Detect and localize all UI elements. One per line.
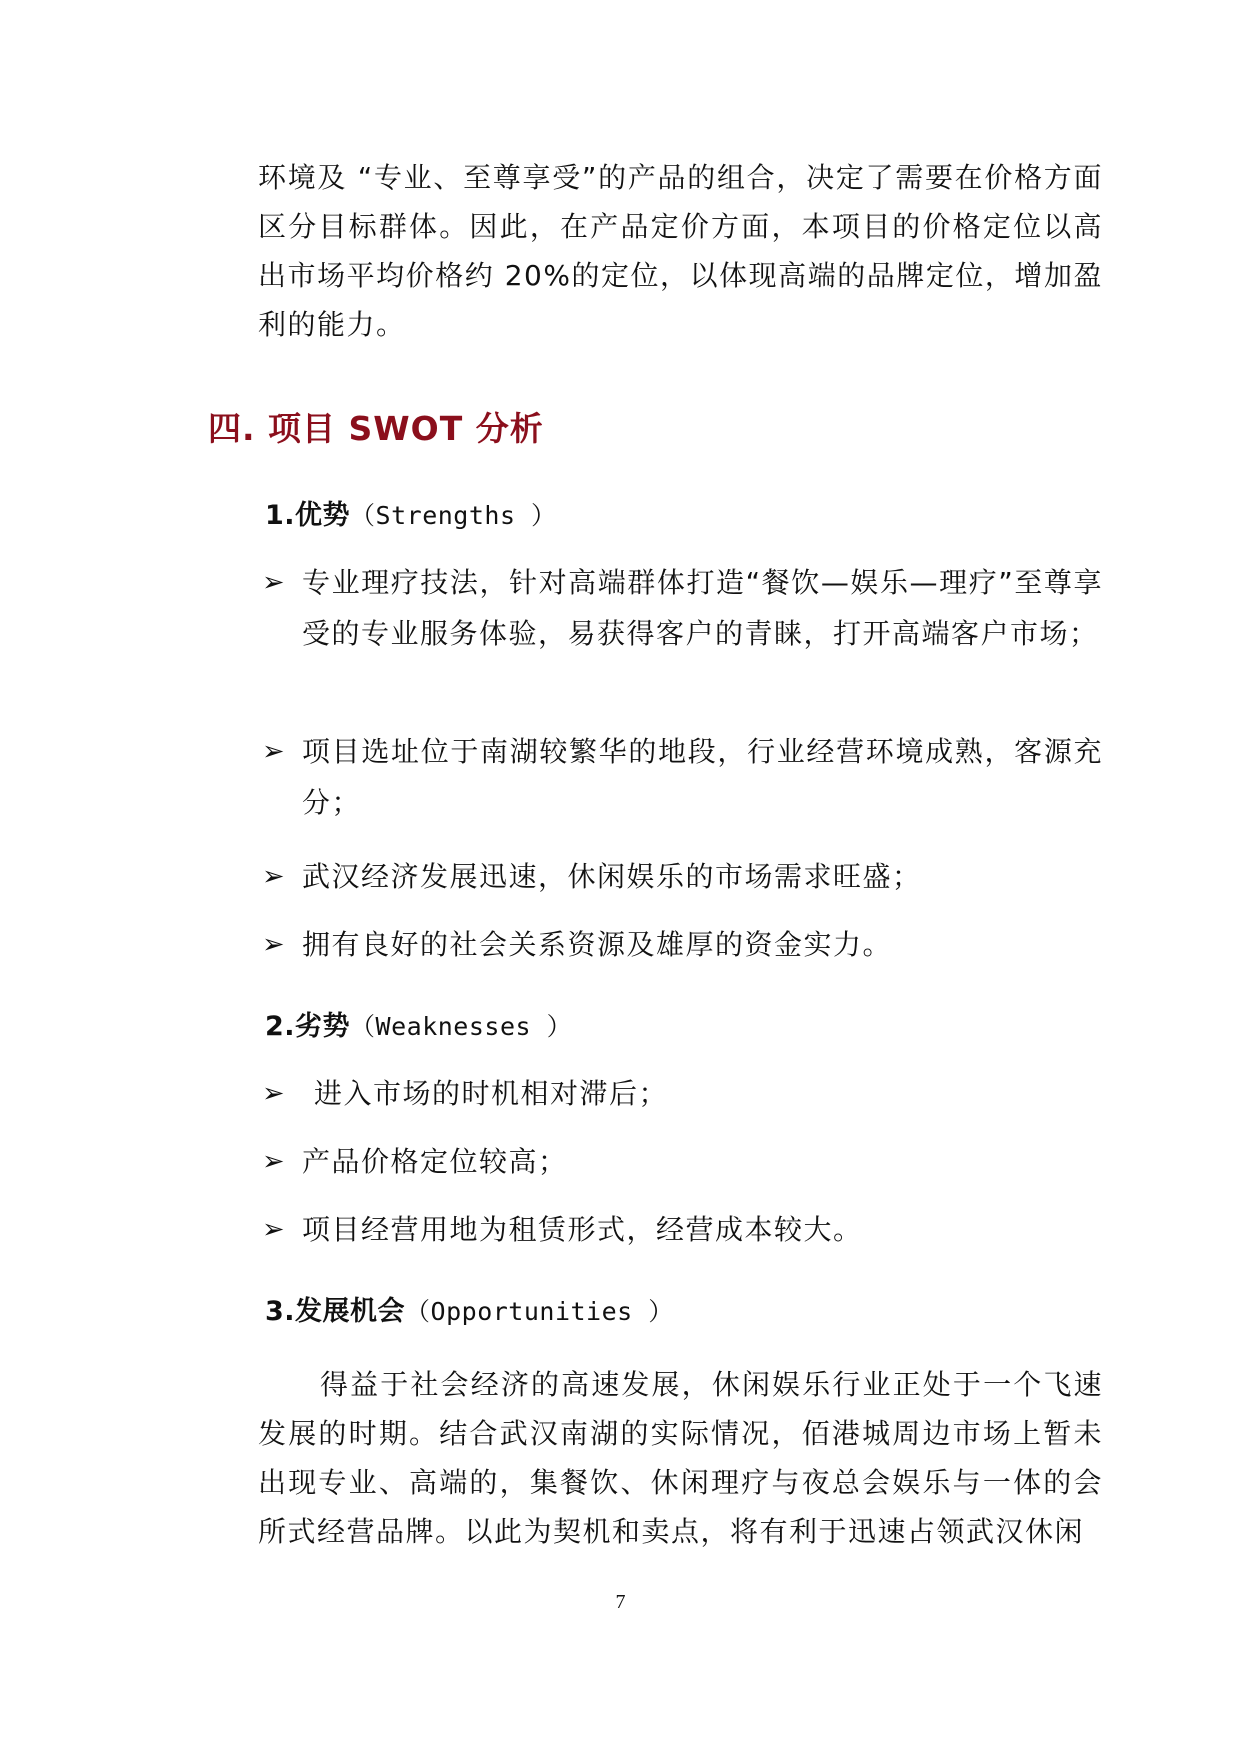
arrow-bullet-icon: ➢ <box>262 929 285 960</box>
arrow-bullet-icon: ➢ <box>262 1214 285 1245</box>
list-item <box>262 726 1103 828</box>
list-item-text: 产品价格定位较高； <box>302 1145 568 1178</box>
weaknesses-heading-cn: 2.劣势 <box>265 1011 351 1042</box>
opportunities-heading-cn: 3.发展机会 <box>265 1296 406 1327</box>
strengths-heading-cn: 1.优势 <box>265 500 351 531</box>
list-item-text: 武汉经济发展迅速，休闲娱乐的市场需求旺盛； <box>302 860 922 893</box>
arrow-bullet-icon: ➢ <box>262 736 285 767</box>
opportunities-paragraph: 得益于社会经济的高速发展，休闲娱乐行业正处于一个飞速发展的时期。结合武汉南湖的实际情况，佰港城周边市场上暂未出现专业、高端的，集餐饮、休闲理疗与夜总会娱乐与一体的会所式经营品牌。以此为契机和卖点，将有利于迅速占领武汉休闲 <box>258 1368 1103 1548</box>
strengths-heading-en: （Strengths ） <box>350 501 557 530</box>
list-item <box>262 851 1103 902</box>
list-item <box>262 1136 1103 1187</box>
arrow-bullet-icon: ➢ <box>262 1078 285 1109</box>
arrow-bullet-icon: ➢ <box>262 567 285 598</box>
list-item <box>262 1068 1103 1119</box>
opportunities-heading <box>265 1292 674 1332</box>
list-item-text: 专业理疗技法，针对高端群体打造“餐饮—娱乐—理疗”至尊享受的专业服务体验，易获得客户的青睐，打开高端客户市场； <box>302 566 1103 650</box>
list-item <box>262 557 1103 659</box>
section-heading-swot: 四. 项目 SWOT 分析 <box>208 409 544 448</box>
page-number: 7 <box>615 1591 626 1613</box>
list-item-text: 项目选址位于南湖较繁华的地段，行业经营环境成熟，客源充分； <box>302 735 1103 819</box>
opportunities-heading-en: （Opportunities ） <box>405 1297 674 1326</box>
list-item <box>262 919 1103 970</box>
list-item-text: 拥有良好的社会关系资源及雄厚的资金实力。 <box>302 928 893 961</box>
arrow-bullet-icon: ➢ <box>262 861 285 892</box>
intro-paragraph: 环境及 “专业、至尊享受”的产品的组合，决定了需要在价格方面区分目标群体。因此，在产品定价方面，本项目的价格定位以高出市场平均价格约 20%的定位，以体现高端的品牌定位，增加盈利的能力。 <box>258 161 1103 341</box>
list-item-text: 进入市场的时机相对滞后； <box>314 1077 669 1110</box>
weaknesses-heading-en: （Weaknesses ） <box>350 1012 573 1041</box>
weaknesses-heading <box>265 1007 572 1047</box>
list-item-text: 项目经营用地为租赁形式，经营成本较大。 <box>302 1213 863 1246</box>
strengths-heading <box>265 496 557 536</box>
list-item <box>262 1204 1103 1255</box>
arrow-bullet-icon: ➢ <box>262 1146 285 1177</box>
